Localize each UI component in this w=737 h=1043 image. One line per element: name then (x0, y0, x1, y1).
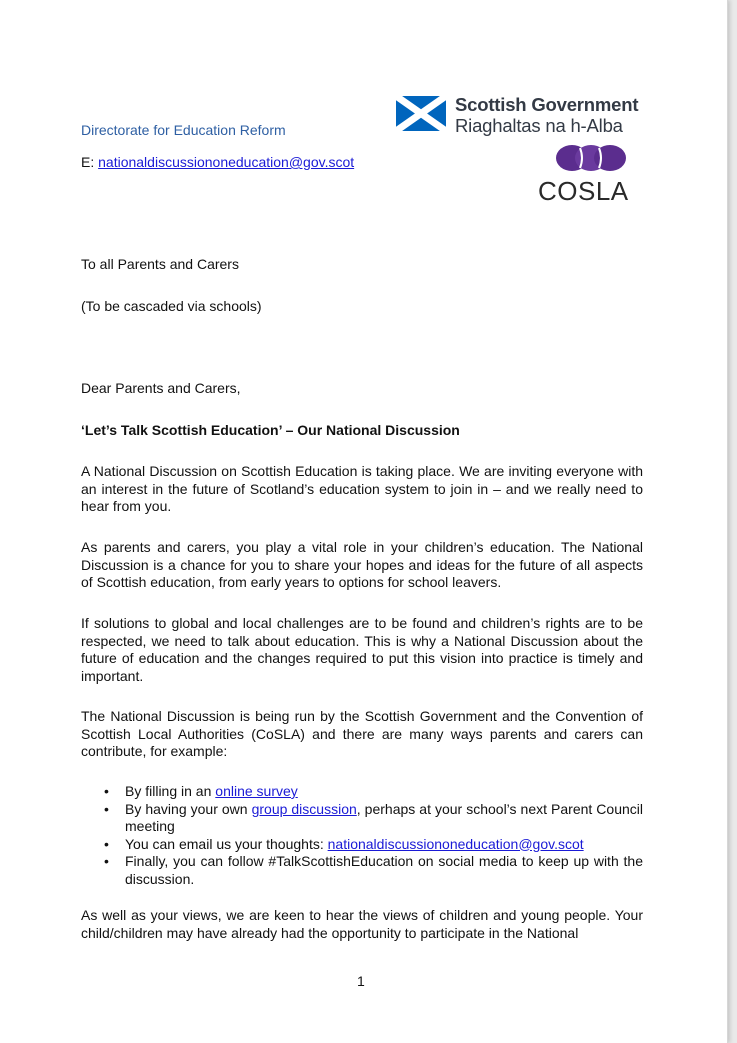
paragraph-4: The National Discussion is being run by the Scottish Government and the Convention of Scottish Local Authorities (CoSLA) and there are many ways parents and carers can contribute, for example: (81, 708, 643, 759)
contact-email-link[interactable]: nationaldiscussiononeducation@gov.scot (98, 154, 355, 170)
list-item (81, 801, 643, 836)
list-item-text: By filling in an (125, 783, 216, 799)
greeting: Dear Parents and Carers, (81, 380, 241, 396)
paragraph-2: As parents and carers, you play a vital role in your children’s education. The National Discussion is a chance for you to share your hopes and ideas for the future of all aspects of Scottish education, from early years to options for school leavers. (81, 539, 643, 590)
online-survey-link[interactable]: online survey (215, 783, 298, 799)
bullet-marker: • (104, 800, 109, 817)
email-thoughts-link[interactable]: nationaldiscussiononeducation@gov.scot (327, 835, 584, 852)
cosla-wordmark: COSLA (538, 176, 629, 206)
list-item-text: You can email us your thoughts: (125, 835, 328, 852)
cascade-note: (To be cascaded via schools) (81, 298, 262, 314)
list-item (81, 836, 643, 854)
list-item-text: , perhaps at your school’s next Parent Council meeting (125, 800, 643, 834)
page-number: 1 (357, 973, 365, 989)
email-prefix: E: (81, 154, 99, 170)
paragraph-1: A National Discussion on Scottish Education is taking place. We are inviting everyone with an interest in the future of Scotland’s education system to join in – and we really need to hear from you. (81, 463, 643, 514)
sg-name-text: Scottish Government (455, 94, 639, 115)
cosla-dots-icon (554, 142, 628, 174)
list-item-text: By having your own (125, 800, 252, 817)
bullet-marker: • (104, 853, 109, 869)
recipient-line: To all Parents and Carers (81, 256, 239, 272)
group-discussion-link[interactable]: group discussion (251, 800, 357, 817)
scottish-government-logo (396, 94, 646, 138)
bullet-marker: • (104, 783, 109, 799)
paragraph-3: If solutions to global and local challenges are to be found and children’s rights are to be respected, we need to talk about education. This is why a National Discussion about the future of education and the changes required to put this vision into practice is timely and important. (81, 615, 643, 684)
closing-paragraph: As well as your views, we are keen to hear the views of children and young people. Your child/children may have already had the opportunity to participate in the National (81, 907, 643, 941)
list-item (81, 853, 643, 888)
directorate-label: Directorate for Education Reform (81, 122, 286, 138)
saltire-flag-icon (396, 96, 446, 131)
sg-gaelic-text: Riaghaltas na h-Alba (455, 115, 623, 136)
cosla-logo (536, 142, 646, 206)
letter-heading: ‘Let’s Talk Scottish Education’ – Our National Discussion (81, 422, 460, 438)
list-item-text: Finally, you can follow #TalkScottishEducation on social media to keep up with the discussion. (125, 853, 643, 887)
list-item (81, 783, 643, 801)
ways-to-contribute-list (81, 783, 643, 888)
bullet-marker: • (104, 835, 109, 852)
contact-email-line (81, 154, 354, 170)
